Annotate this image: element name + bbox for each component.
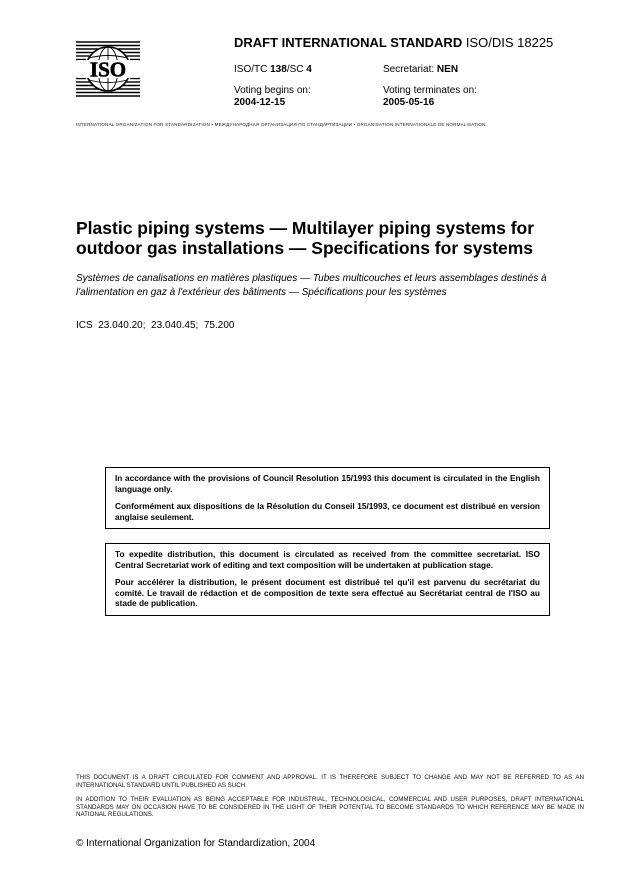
voting-terminates-label: Voting terminates on:	[383, 85, 477, 96]
iso-logo-icon	[76, 40, 140, 98]
ics-codes: ICS 23.040.20; 23.040.45; 75.200	[76, 320, 235, 331]
svg-text:ISO: ISO	[89, 57, 127, 82]
secretariat: Secretariat: NEN	[383, 64, 459, 75]
voting-terminates-date: 2005-05-16	[383, 97, 435, 108]
voting-begins-label: Voting begins on:	[234, 85, 311, 96]
iso-logo	[76, 40, 140, 98]
document-number: ISO/DIS 18225	[465, 35, 554, 50]
language-notice-box	[105, 467, 550, 529]
language-notice-en: In accordance with the provisions of Council Resolution 15/1993 this document is circulated in the English language only.	[115, 473, 540, 494]
distribution-notice-en: To expedite distribution, this document is circulated as received from the committee secretariat. ISO Central Secretariat work of editing and text composition will be undertaken at publication stage.	[115, 549, 540, 570]
language-notice-fr: Conformément aux dispositions de la Résolution du Conseil 15/1993, ce document est distribué en version anglaise seulement.	[115, 501, 540, 522]
document-title-french: Systèmes de canalisations en matières plastiques — Tubes multicouches et leurs assemblages destinés à l'alimentation en gaz à l'extérieur des bâtiments — Spécifications pour les systèmes	[76, 273, 547, 298]
document-title-english: Plastic piping systems — Multilayer piping systems for outdoor gas installations — Specifications for systems	[76, 218, 535, 258]
voting-begins	[234, 85, 311, 109]
committee-reference: ISO/TC 138/SC 4	[234, 64, 312, 75]
document-type-heading	[234, 35, 553, 50]
draft-standard-label: DRAFT INTERNATIONAL STANDARD	[234, 35, 463, 50]
copyright-notice: © International Organization for Standardization, 2004	[76, 838, 316, 849]
organization-names-line: INTERNATIONAL ORGANIZATION FOR STANDARDIZATION • МЕЖДУНАРОДНАЯ ОРГАНИЗАЦИЯ ПО СТАНДАРТИЗАЦИИ • ORGANISATION INTERNATIONALE DE NORMALISATION	[76, 122, 486, 127]
distribution-notice-box	[105, 543, 550, 616]
voting-terminates	[383, 85, 477, 109]
draft-disclaimer: THIS DOCUMENT IS A DRAFT CIRCULATED FOR COMMENT AND APPROVAL. IT IS THEREFORE SUBJECT TO CHANGE AND MAY NOT BE REFERRED TO AS AN INTERNATIONAL STANDARD UNTIL PUBLISHED AS SUCH.	[76, 774, 584, 789]
distribution-notice-fr: Pour accélérer la distribution, le présent document est distribué tel qu'il est parvenu du secrétariat du comité. Le travail de rédaction et de composition de texte sera effectué au Secrétariat central de l'ISO au stade de publication.	[115, 577, 540, 608]
regulation-disclaimer: IN ADDITION TO THEIR EVALUATION AS BEING ACCEPTABLE FOR INDUSTRIAL, TECHNOLOGICAL, COMMERCIAL AND USER PURPOSES, DRAFT INTERNATIONAL STANDARDS MAY ON OCCASION HAVE TO BE CONSIDERED IN THE LIGHT OF THEIR POTENTIAL TO BECOME STANDARDS TO WHICH REFERENCE MAY BE MADE IN NATIONAL REGULATIONS.	[76, 796, 584, 819]
voting-begins-date: 2004-12-15	[234, 97, 286, 108]
